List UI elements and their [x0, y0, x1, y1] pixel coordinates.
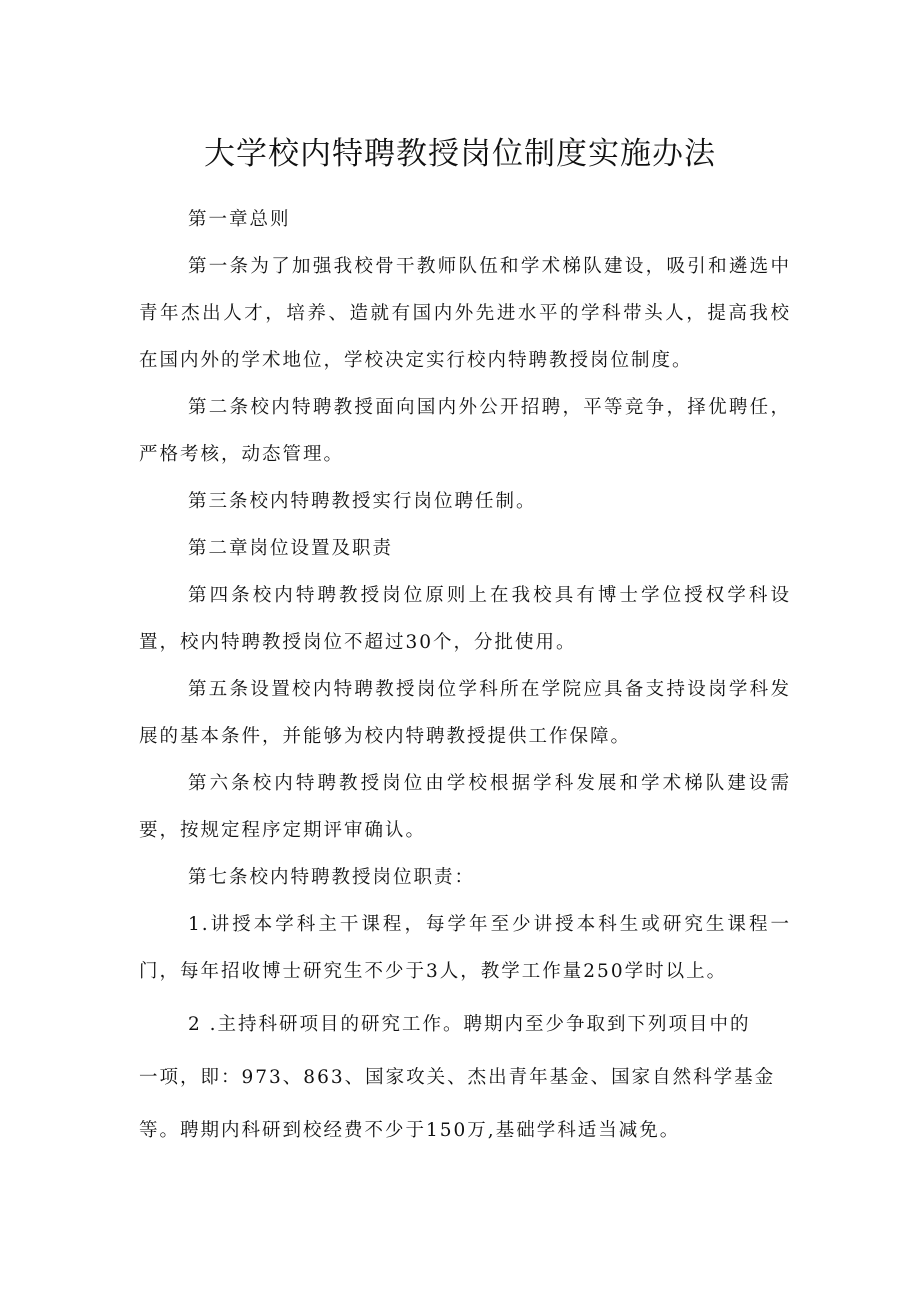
article-paragraph: 第六条校内特聘教授岗位由学校根据学科发展和学术梯队建设需要，按规定程序定期评审确认。 — [139, 773, 791, 841]
article-paragraph: 第七条校内特聘教授岗位职责： — [188, 867, 476, 888]
chapter-heading: 第二章岗位设置及职责 — [188, 538, 394, 559]
article-paragraph: 第二条校内特聘教授面向国内外公开招聘，平等竞争，择优聘任，严格考核，动态管理。 — [139, 397, 791, 465]
article-paragraph: 第一条为了加强我校骨干教师队伍和学术梯队建设，吸引和遴选中青年杰出人才，培养、造就有国内外先进水平的学科带头人，提高我校在国内外的学术地位，学校决定实行校内特聘教授岗位制度。 — [139, 256, 791, 371]
article-paragraph: 第五条设置校内特聘教授岗位学科所在学院应具备支持设岗学科发展的基本条件，并能够为校内特聘教授提供工作保障。 — [139, 679, 791, 747]
document-body — [139, 196, 791, 1154]
document-title: 大学校内特聘教授岗位制度实施办法 — [204, 136, 716, 172]
list-item: 1.讲授本学科主干课程，每学年至少讲授本科生或研究生课程一门，每年招收博士研究生不少于3人，教学工作量250学时以上。 — [139, 914, 791, 982]
chapter-heading: 第一章总则 — [188, 209, 291, 230]
article-paragraph: 第四条校内特聘教授岗位原则上在我校具有博士学位授权学科设置，校内特聘教授岗位不超过30个，分批使用。 — [139, 585, 791, 653]
list-item-continuation: 等。聘期内科研到校经费不少于150万,基础学科适当减免。 — [139, 1120, 681, 1141]
list-item: 2 .主持科研项目的研究工作。聘期内至少争取到下列项目中的 — [188, 1014, 751, 1035]
article-paragraph: 第三条校内特聘教授实行岗位聘任制。 — [188, 491, 537, 512]
list-item-continuation: 一项，即：973、863、国家攻关、杰出青年基金、国家自然科学基金 — [139, 1067, 776, 1088]
